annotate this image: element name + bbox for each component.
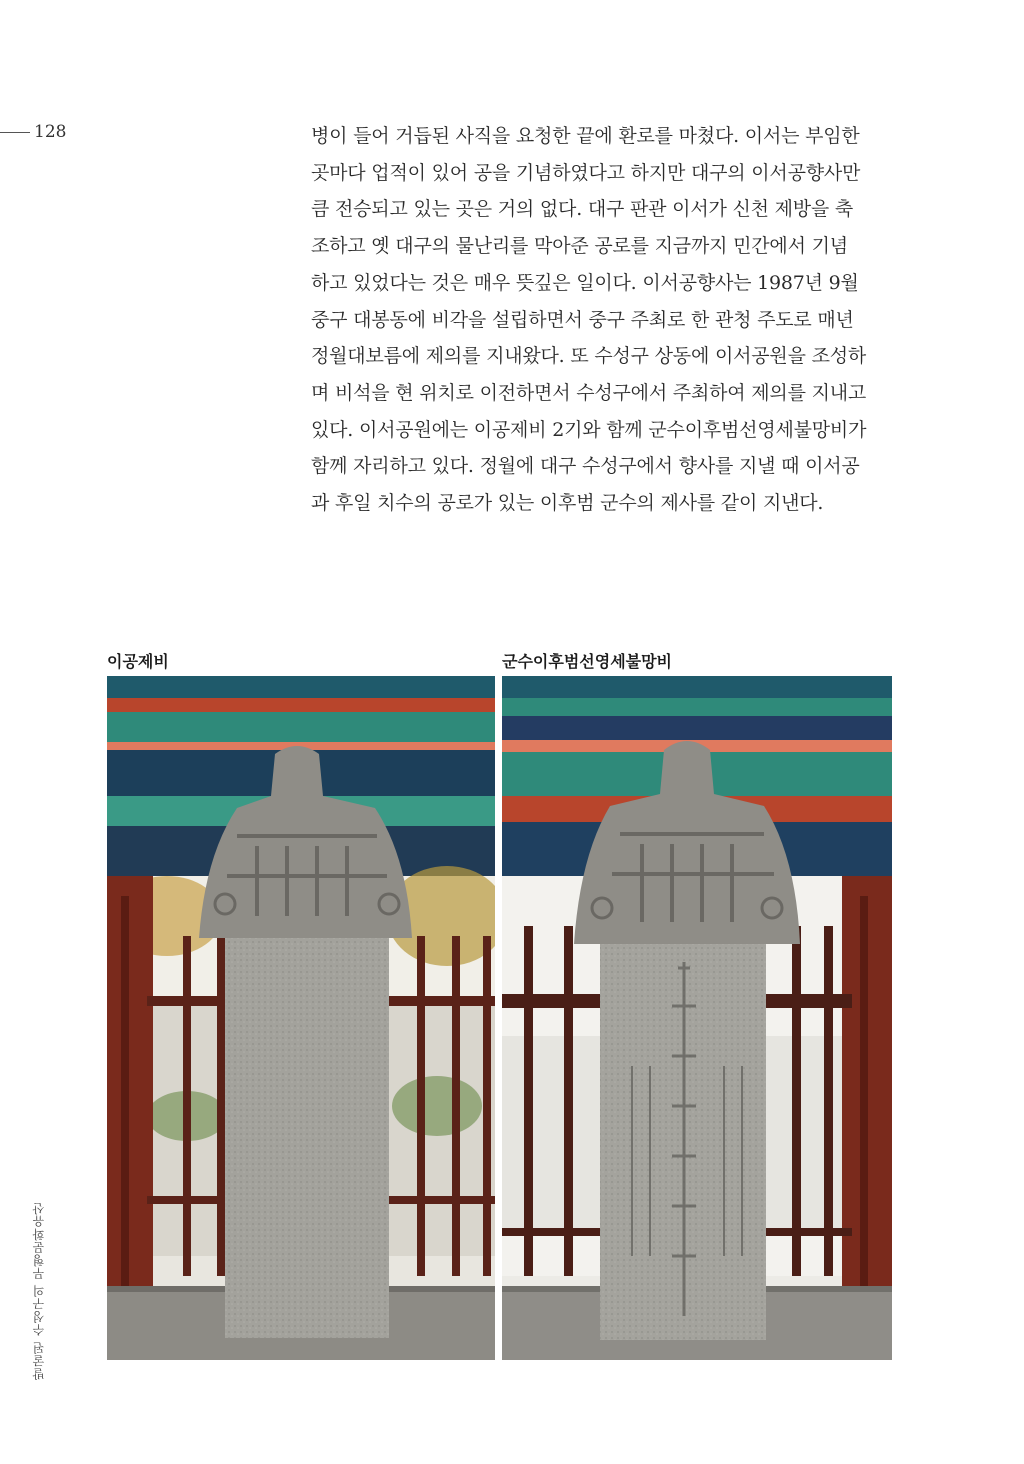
figure-caption-right: 군수이후범선영세불망비 [502,652,673,671]
stele-photo-right [502,676,892,1360]
body-line: 며 비석을 현 위치로 이전하면서 수성구에서 주최하여 제의를 지내고 [311,381,867,404]
stele-photo-left [107,676,495,1360]
figure-caption-left: 이공제비 [107,652,169,671]
body-line: 함께 자리하고 있다. 정월에 대구 수성구에서 향사를 지낼 때 이서공 [311,455,860,478]
page-number-rule [0,132,30,133]
body-line: 곳마다 업적이 있어 공을 기념하였다고 하지만 대구의 이서공향사만 [311,161,861,184]
body-line: 있다. 이서공원에는 이공제비 2기와 함께 군수이후범선영세불망비가 [311,418,867,441]
body-line: 조하고 옛 대구의 물난리를 막아준 공로를 지금까지 민간에서 기념 [311,235,848,258]
page-number: 128 [34,122,67,142]
body-line: 병이 들어 거듭된 사직을 요청한 끝에 환로를 마쳤다. 이서는 부임한 [311,125,860,147]
body-line: 중구 대봉동에 비각을 설립하면서 중구 주최로 한 관청 주도로 매년 [311,308,854,331]
running-title: 발굴된 수성구의 무형문화유산 [32,1201,46,1380]
page-number-block [0,122,66,142]
body-line: 과 후일 치수의 공로가 있는 이후범 군수의 제사를 같이 지낸다. [311,492,824,515]
body-paragraph [311,118,895,522]
body-line: 하고 있었다는 것은 매우 뜻깊은 일이다. 이서공향사는 1987년 9월 [311,271,859,294]
body-line: 정월대보름에 제의를 지내왔다. 또 수성구 상동에 이서공원을 조성하 [311,345,867,368]
body-line: 큼 전승되고 있는 곳은 거의 없다. 대구 판관 이서가 신천 제방을 축 [311,198,854,221]
